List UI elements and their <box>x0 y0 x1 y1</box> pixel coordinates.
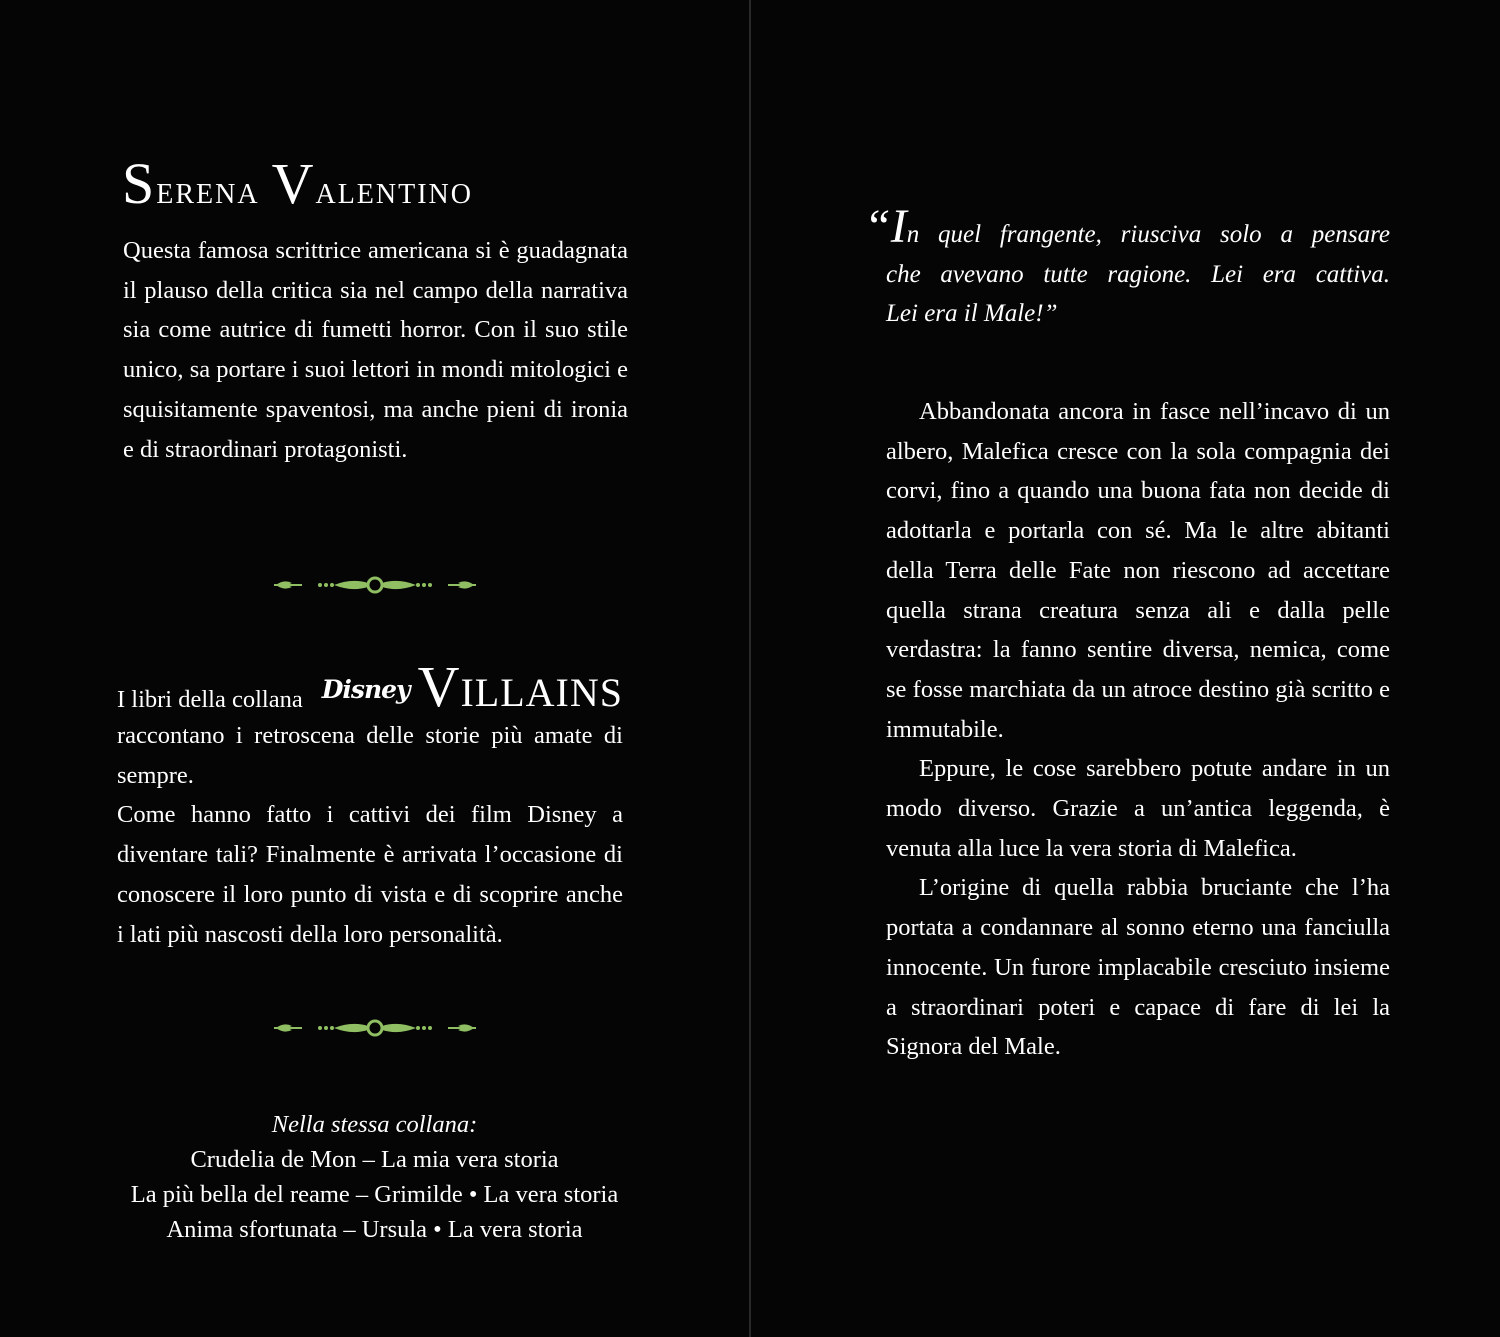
ornament-divider-icon <box>272 575 478 595</box>
same-series-list <box>0 1107 749 1247</box>
quote-line-3: Lei era il Male!” <box>886 300 1058 327</box>
ornament-divider-icon <box>272 1018 478 1038</box>
series-intro: I libri della collana <box>117 685 303 713</box>
villains-rest: ILLAINS <box>460 670 623 715</box>
villains-initial: V <box>417 654 461 719</box>
synopsis-paragraph: L’origine di quella rabbia bruciante che l’ha portata a condannare al sonno eterno una fanciulla innocente. Un furore implacabile cresciuto insieme a straordinari poteri e capace di fare di lei la Signora del Male. <box>886 874 1390 1061</box>
quote-drop-letter: I <box>890 200 907 253</box>
quote-line-1: n quel frangente, riusciva solo a pensare <box>906 221 1390 248</box>
author-bio: Questa famosa scrittrice americana si è guadagnata il plauso della critica sia nel campo della narrativa sia come autrice di fumetti horror. Con il suo stile unico, sa portare i suoi lettori in mondi mitologici e squisitamente spaventosi, ma anche pieni di ironia e di straordinari protagonisti. <box>123 237 628 463</box>
series-block <box>117 650 623 954</box>
list-item: Crudelia de Mon – La mia vera storia <box>190 1146 559 1173</box>
quote-line-2: che avevano tutte ragione. Lei era cattiva. <box>886 260 1390 288</box>
author-name <box>122 151 474 216</box>
synopsis-paragraph: Abbandonata ancora in fasce nell’incavo di un albero, Malefica cresce con la sola compagnia dei corvi, fino a quando una buona fata non decide di adottarla e portarla con sé. Ma le altre abitanti della Terra delle Fate non riescono ad accettare quella strana creatura senza ali e dalla pelle verdastra: la fanno sentire diversa, nemica, come se fosse marchiata da un atroce destino già scritto e immutabile. <box>886 398 1390 743</box>
author-first-initial: S <box>122 151 157 216</box>
series-question: Come hanno fatto i cattivi dei film Disney a diventare tali? Finalmente è arrivata l’occasione di conoscere il loro punto di vista e di scoprire anche i lati più nascosti della loro personalità. <box>117 801 623 948</box>
disney-logo-word: Disney <box>321 675 410 705</box>
disney-villains-logo <box>321 654 623 719</box>
same-series-heading: Nella stessa collana: <box>271 1111 478 1138</box>
synopsis <box>886 392 1390 1067</box>
list-item: Anima sfortunata – Ursula • La vera storia <box>166 1216 583 1243</box>
author-first-rest: erena <box>156 167 260 212</box>
synopsis-paragraph: Eppure, le cose sarebbero potute andare in un modo diverso. Grazie a un’antica leggenda, è venuta alla luce la vera storia di Malefica. <box>886 755 1390 862</box>
author-last-initial: V <box>271 151 316 216</box>
author-last-rest: alentino <box>315 167 474 212</box>
quote-open-mark: “ <box>864 200 891 253</box>
series-description: raccontano i retroscena delle storie più amate di sempre. <box>117 722 623 789</box>
list-item: La più bella del reame – Grimilde • La vera storia <box>130 1181 619 1208</box>
pull-quote <box>864 200 1390 334</box>
villains-logo-word <box>417 654 623 719</box>
back-cover-left-panel <box>0 0 749 1337</box>
